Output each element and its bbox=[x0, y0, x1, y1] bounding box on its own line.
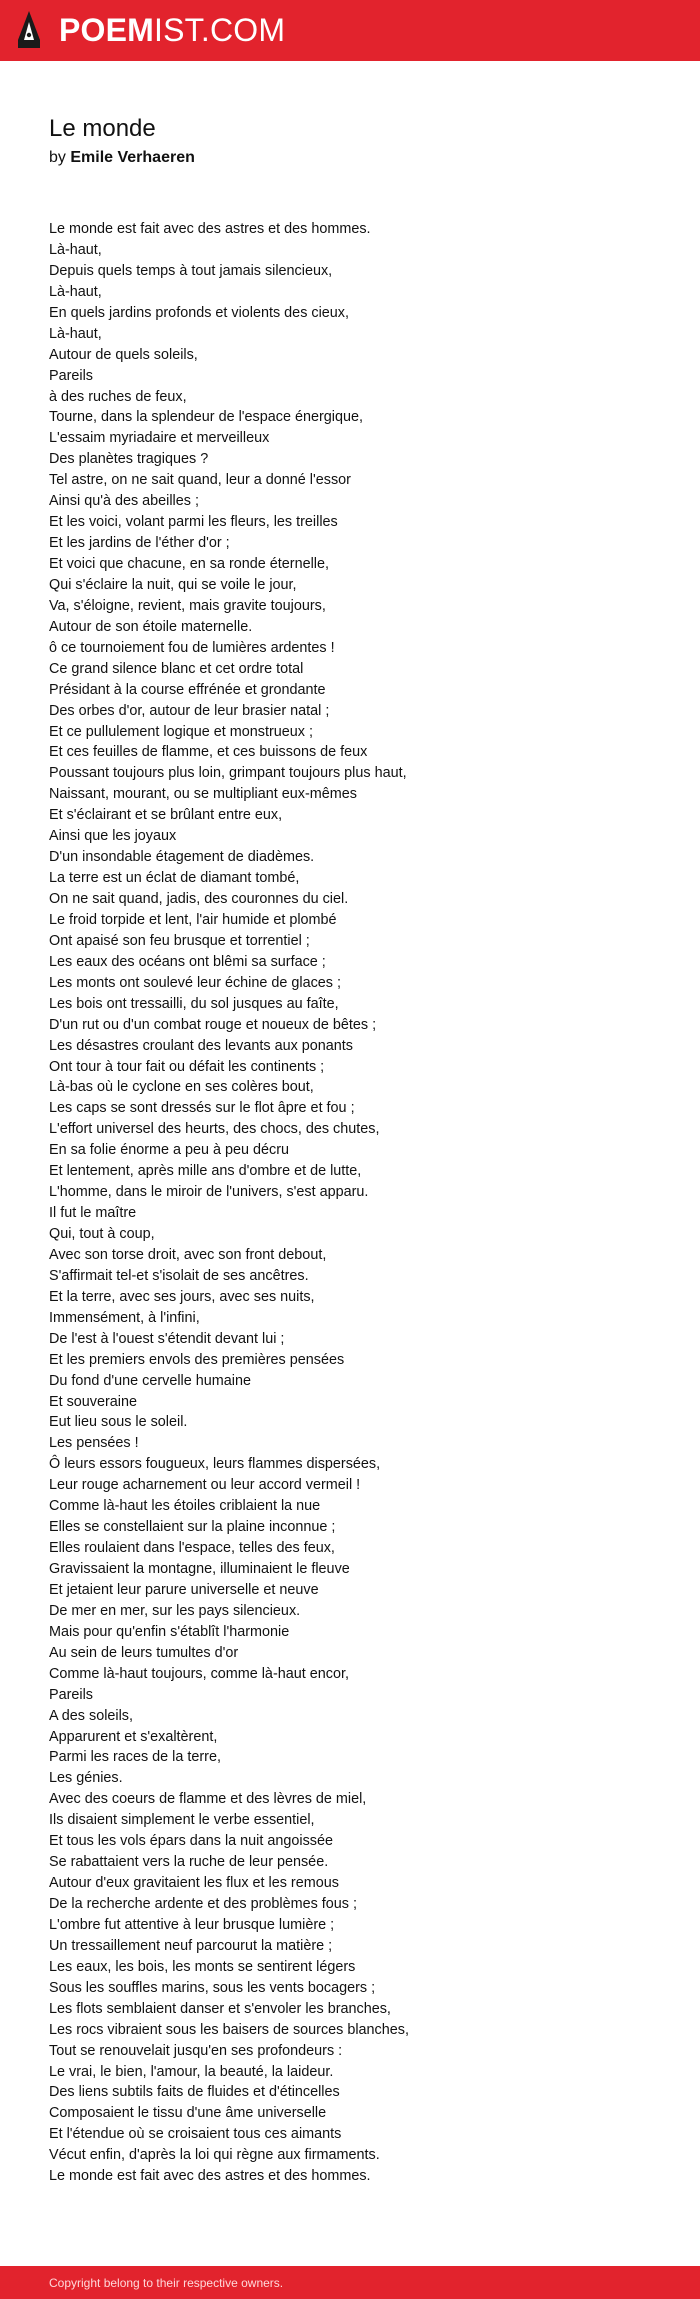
poem-line: Du fond d'une cervelle humaine bbox=[49, 1372, 251, 1389]
poem-line: L'homme, dans le miroir de l'univers, s'est apparu. bbox=[49, 1184, 369, 1201]
poem-line: Ô leurs essors fougueux, leurs flammes dispersées, bbox=[49, 1456, 381, 1473]
by-label: by bbox=[49, 149, 66, 166]
poem-line: Pareils bbox=[49, 367, 93, 384]
poem-line: Autour de son étoile maternelle. bbox=[49, 618, 253, 635]
poem-line: Et jetaient leur parure universelle et neuve bbox=[49, 1581, 319, 1598]
poem-line: Vécut enfin, d'après la loi qui règne aux firmaments. bbox=[49, 2147, 380, 2164]
byline bbox=[49, 148, 195, 168]
poem-line: Ainsi que les joyaux bbox=[49, 828, 177, 845]
poem-line: Autour de quels soleils, bbox=[49, 346, 198, 363]
poem-line: Qui, tout à coup, bbox=[49, 1226, 155, 1242]
poem-line: Qui s'éclaire la nuit, qui se voile le jour, bbox=[49, 576, 297, 593]
poem-line: Des planètes tragiques ? bbox=[49, 451, 209, 468]
poem-line: Au sein de leurs tumultes d'or bbox=[49, 1644, 239, 1661]
poem-line: à des ruches de feux, bbox=[49, 388, 187, 405]
site-header bbox=[0, 0, 700, 61]
poem-line: Poussant toujours plus loin, grimpant toujours plus haut, bbox=[49, 765, 407, 782]
poem-line: Là-haut, bbox=[49, 283, 102, 300]
poem-line: Le vrai, le bien, l'amour, la beauté, la laideur. bbox=[49, 2063, 334, 2080]
poem-line: Et souveraine bbox=[49, 1393, 137, 1410]
copyright-notice: Copyright belong to their respective owners. bbox=[49, 2276, 284, 2290]
poem-line: Comme là-haut toujours, comme là-haut encor, bbox=[49, 1665, 349, 1682]
poem-line: Ainsi qu'à des abeilles ; bbox=[49, 493, 199, 510]
poem-line: Composaient le tissu d'une âme universelle bbox=[49, 2105, 327, 2122]
poem-line: Comme là-haut les étoiles criblaient la nue bbox=[49, 1498, 321, 1515]
poem-line: Les monts ont soulevé leur échine de glaces ; bbox=[49, 974, 341, 991]
poem-line: Gravissaient la montagne, illuminaient le fleuve bbox=[49, 1561, 350, 1577]
poem-line: Et l'étendue où se croisaient tous ces aimants bbox=[49, 2126, 342, 2143]
poem-line: Et voici que chacune, en sa ronde éternelle, bbox=[49, 556, 329, 572]
poem-line: Il fut le maître bbox=[49, 1205, 137, 1222]
poem-line: La terre est un éclat de diamant tombé, bbox=[49, 870, 300, 887]
poem-line: Se rabattaient vers la ruche de leur pensée. bbox=[49, 1854, 329, 1871]
poem-line: Sous les souffles marins, sous les vents bocagers ; bbox=[49, 1979, 376, 1996]
poem-line: Les eaux, les bois, les monts se sentirent légers bbox=[49, 1958, 356, 1975]
poem-line: Depuis quels temps à tout jamais silencieux, bbox=[49, 262, 333, 279]
poem-line: Parmi les races de la terre, bbox=[49, 1749, 221, 1766]
author-link[interactable]: Emile Verhaeren bbox=[70, 149, 195, 166]
poem-line: Les eaux des océans ont blêmi sa surface ; bbox=[49, 953, 326, 970]
site-logo-link[interactable] bbox=[0, 0, 286, 61]
poem-line: Immensément, à l'infini, bbox=[49, 1309, 200, 1326]
poem-line: Là-haut, bbox=[49, 241, 102, 258]
poem-line: Ce grand silence blanc et cet ordre total bbox=[49, 660, 304, 677]
poem-line: En quels jardins profonds et violents des cieux, bbox=[49, 304, 349, 321]
poem-line: Ont tour à tour fait ou défait les continents ; bbox=[49, 1058, 325, 1075]
poem-line: Les désastres croulant des levants aux ponants bbox=[49, 1037, 353, 1054]
site-footer bbox=[0, 2266, 700, 2299]
poem-line: Tel astre, on ne sait quand, leur a donné l'essor bbox=[49, 472, 351, 489]
poem-line: Le monde est fait avec des astres et des hommes. bbox=[49, 2168, 371, 2185]
poem-line: Et tous les vols épars dans la nuit angoissée bbox=[49, 1833, 333, 1850]
poem-line: Mais pour qu'enfin s'établît l'harmonie bbox=[49, 1623, 290, 1640]
poem-line: Eut lieu sous le soleil. bbox=[49, 1414, 188, 1431]
poem-line: Autour d'eux gravitaient les flux et les remous bbox=[49, 1875, 339, 1892]
poem-line: Apparurent et s'exaltèrent, bbox=[49, 1728, 218, 1745]
poem-line: Et la terre, avec ses jours, avec ses nuits, bbox=[49, 1288, 315, 1305]
poem-line: Et les voici, volant parmi les fleurs, les treilles bbox=[49, 514, 338, 531]
site-logo-text: POEMIST.COM bbox=[59, 12, 286, 48]
poem-line: Là-bas où le cyclone en ses colères bout, bbox=[49, 1079, 314, 1096]
poem-line: En sa folie énorme a peu à peu décru bbox=[49, 1142, 290, 1159]
poem-line: Les pensées ! bbox=[49, 1435, 139, 1452]
poem-line: D'un insondable étagement de diadèmes. bbox=[49, 849, 315, 866]
poem-line: S'affirmait tel-et s'isolait de ses ancêtres. bbox=[49, 1267, 309, 1284]
poem-line: De la recherche ardente et des problèmes fous ; bbox=[49, 1896, 357, 1912]
poem-body bbox=[49, 219, 649, 2187]
poem-line: Avec des coeurs de flamme et des lèvres de miel, bbox=[49, 1791, 367, 1808]
poem-line: Naissant, mourant, ou se multipliant eux-mêmes bbox=[49, 786, 357, 803]
poem-line: A des soleils, bbox=[49, 1707, 133, 1724]
poem-line: Et ce pullulement logique et monstrueux ; bbox=[49, 723, 313, 740]
poem-line: D'un rut ou d'un combat rouge et noueux de bêtes ; bbox=[49, 1016, 377, 1033]
poem-line: L'essaim myriadaire et merveilleux bbox=[49, 430, 270, 447]
poem-line: Tourne, dans la splendeur de l'espace énergique, bbox=[49, 409, 363, 426]
poem-line: Des orbes d'or, autour de leur brasier natal ; bbox=[49, 702, 330, 719]
pen-nib-icon bbox=[16, 10, 42, 50]
poem-line: Leur rouge acharnement ou leur accord vermeil ! bbox=[49, 1477, 361, 1494]
poem-line: Les flots semblaient danser et s'envoler les branches, bbox=[49, 2000, 391, 2017]
poem-line: Présidant à la course effrénée et grondante bbox=[49, 681, 326, 698]
poem-title: Le monde bbox=[49, 115, 156, 142]
poem-line: Un tressaillement neuf parcourut la matière ; bbox=[49, 1937, 333, 1954]
poem-line: Des liens subtils faits de fluides et d'étincelles bbox=[49, 2084, 340, 2101]
poem-line: Les caps se sont dressés sur le flot âpre et fou ; bbox=[49, 1100, 355, 1117]
poem-line: Tout se renouvelait jusqu'en ses profondeurs : bbox=[49, 2042, 343, 2059]
poem-line: Et ces feuilles de flamme, et ces buissons de feux bbox=[49, 744, 368, 761]
poem-line: Les bois ont tressailli, du sol jusques au faîte, bbox=[49, 995, 339, 1012]
poem-line: Va, s'éloigne, revient, mais gravite toujours, bbox=[49, 597, 326, 614]
poem-line: Elles se constellaient sur la plaine inconnue ; bbox=[49, 1519, 336, 1536]
poem-line: Avec son torse droit, avec son front debout, bbox=[49, 1246, 327, 1263]
poem-line: Le monde est fait avec des astres et des hommes. bbox=[49, 221, 371, 237]
poem-line: Et les premiers envols des premières pensées bbox=[49, 1351, 345, 1368]
poem-line: Ont apaisé son feu brusque et torrentiel ; bbox=[49, 932, 310, 949]
poem-line: De l'est à l'ouest s'étendit devant lui ; bbox=[49, 1330, 285, 1347]
poem-line: Pareils bbox=[49, 1686, 93, 1703]
poem-line: Ils disaient simplement le verbe essentiel, bbox=[49, 1812, 315, 1829]
poem-line: De mer en mer, sur les pays silencieux. bbox=[49, 1602, 301, 1619]
poem-line: ô ce tournoiement fou de lumières ardentes ! bbox=[49, 639, 335, 656]
poem-line: L'ombre fut attentive à leur brusque lumière ; bbox=[49, 1916, 335, 1933]
poem-line: Les rocs vibraient sous les baisers de sources blanches, bbox=[49, 2021, 409, 2038]
poem-line: Et s'éclairant et se brûlant entre eux, bbox=[49, 807, 283, 824]
poem-line: Elles roulaient dans l'espace, telles des feux, bbox=[49, 1540, 335, 1557]
poem-line: Là-haut, bbox=[49, 325, 102, 342]
poem-line: Le froid torpide et lent, l'air humide et plombé bbox=[49, 911, 337, 928]
poem-line: On ne sait quand, jadis, des couronnes du ciel. bbox=[49, 891, 349, 907]
poem-line: Et les jardins de l'éther d'or ; bbox=[49, 535, 230, 552]
poem-line: L'effort universel des heurts, des chocs, des chutes, bbox=[49, 1121, 380, 1138]
poem-line: Les génies. bbox=[49, 1770, 123, 1787]
poem-line: Et lentement, après mille ans d'ombre et de lutte, bbox=[49, 1163, 362, 1180]
